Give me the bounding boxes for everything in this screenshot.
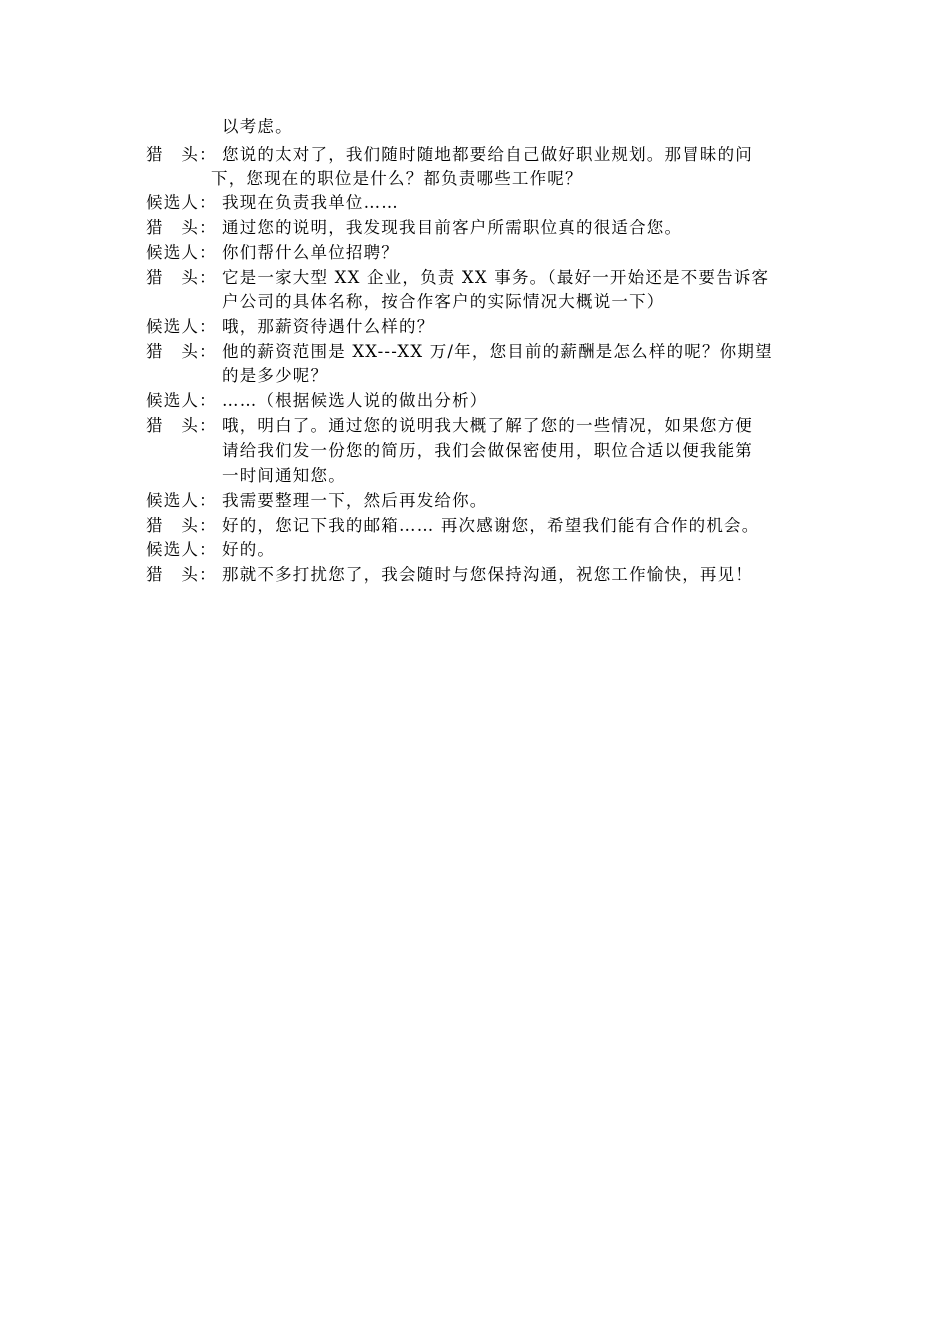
speaker-label: 候选人： bbox=[146, 317, 217, 336]
line-text: 一时间通知您。 bbox=[222, 466, 346, 485]
line-text: 户公司的具体名称，按合作客户的实际情况大概说一下） bbox=[222, 292, 665, 311]
line-text: 的是多少呢？ bbox=[222, 366, 329, 385]
speaker-label: 候选人： bbox=[146, 193, 217, 212]
line-text: 它是一家大型 XX 企业，负责 XX 事务。（最好一开始还是不要告诉客 bbox=[222, 268, 770, 287]
line-text: 好的，您记下我的邮箱…… 再次感谢您，希望我们能有合作的机会。 bbox=[222, 516, 760, 535]
speaker-label: 猎 头： bbox=[146, 268, 217, 287]
line-text: ……（根据候选人说的做出分析） bbox=[222, 391, 488, 410]
speaker-label: 候选人： bbox=[146, 491, 217, 510]
line-text: 我需要整理一下，然后再发给你。 bbox=[222, 491, 488, 510]
line-text: 那就不多打扰您了，我会随时与您保持沟通，祝您工作愉快，再见！ bbox=[222, 565, 753, 584]
line-text: 您说的太对了，我们随时随地都要给自己做好职业规划。那冒昧的问 bbox=[222, 145, 753, 164]
line-text: 哦，明白了。通过您的说明我大概了解了您的一些情况，如果您方便 bbox=[222, 416, 753, 435]
line-text: 他的薪资范围是 XX---XX 万/年，您目前的薪酬是怎么样的呢？你期望 bbox=[222, 342, 773, 361]
speaker-label: 候选人： bbox=[146, 243, 217, 262]
line-text: 我现在负责我单位…… bbox=[222, 193, 399, 212]
speaker-label: 猎 头： bbox=[146, 565, 217, 584]
line-text: 哦，那薪资待遇什么样的？ bbox=[222, 317, 435, 336]
line-text: 下，您现在的职位是什么？都负责哪些工作呢？ bbox=[211, 169, 583, 188]
speaker-label: 候选人： bbox=[146, 391, 217, 410]
line-text: 通过您的说明，我发现我目前客户所需职位真的很适合您。 bbox=[222, 218, 683, 237]
line-text: 你们帮什么单位招聘？ bbox=[222, 243, 399, 262]
line-text: 好的。 bbox=[222, 540, 276, 559]
speaker-label: 猎 头： bbox=[146, 516, 217, 535]
speaker-label: 猎 头： bbox=[146, 218, 217, 237]
line-text: 以考虑。 bbox=[222, 117, 293, 136]
line-text: 请给我们发一份您的简历，我们会做保密使用，职位合适以便我能第 bbox=[222, 441, 753, 460]
speaker-label: 猎 头： bbox=[146, 342, 217, 361]
speaker-label: 猎 头： bbox=[146, 145, 217, 164]
speaker-label: 猎 头： bbox=[146, 416, 217, 435]
speaker-label: 候选人： bbox=[146, 540, 217, 559]
